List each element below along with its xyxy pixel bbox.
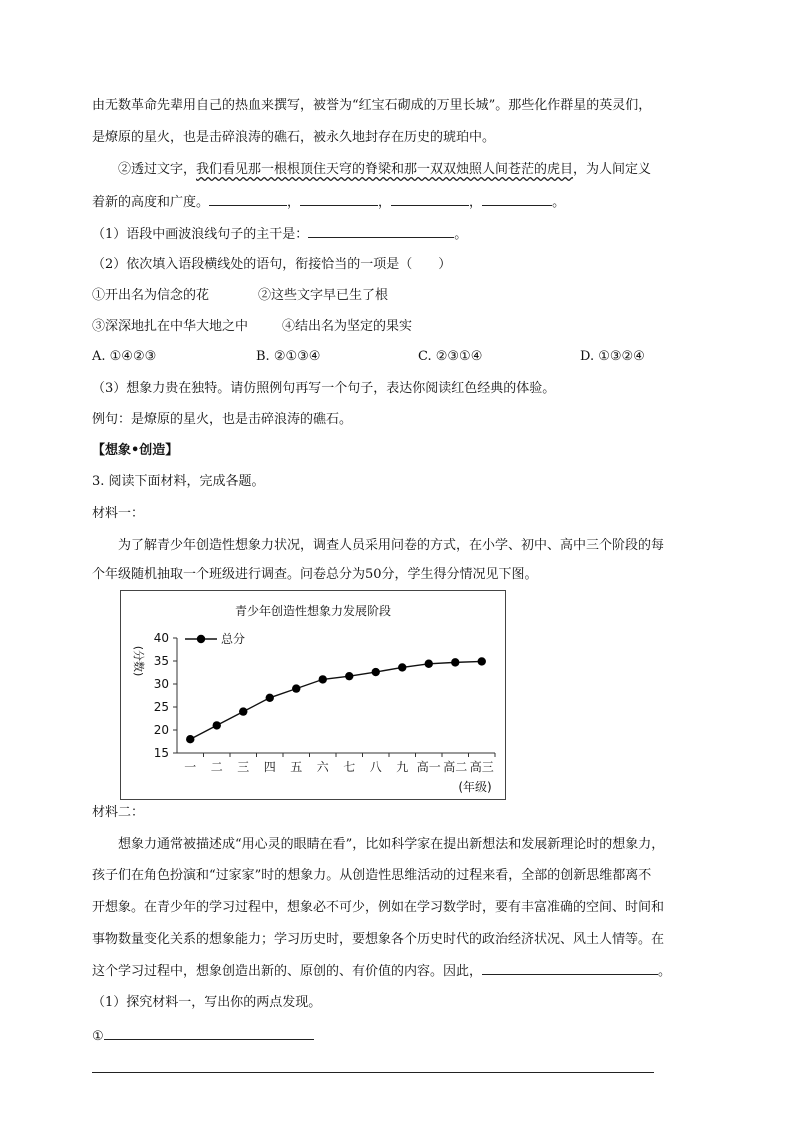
separator: 。 xyxy=(552,195,566,210)
material-line: 开想象。在青少年的学习过程中，想象必不可少，例如在学习数学时，要有丰富准确的空间、时间和 xyxy=(92,900,665,915)
x-tick-label: 七 xyxy=(343,760,356,774)
y-tick-label: 15 xyxy=(153,746,169,760)
material-label: 材料一： xyxy=(92,506,145,521)
data-point xyxy=(478,657,486,665)
separator: ， xyxy=(469,195,483,210)
y-tick-label: 35 xyxy=(153,654,169,668)
passage-line xyxy=(118,161,651,179)
question-1 xyxy=(92,225,467,244)
x-tick-label: 高三 xyxy=(469,760,494,774)
statement-item: ①开出名为信念的花 xyxy=(92,288,210,303)
x-tick-label: 八 xyxy=(369,760,382,774)
material-line: 孩子们在角色扮演和“过家家”时的想象力。从创造性思维活动的过程来看，全部的创新思维都离不 xyxy=(92,868,652,883)
y-tick-label: 40 xyxy=(153,631,169,645)
y-axis-label: (分数) xyxy=(132,645,145,677)
question-2: （2）依次填入语段横线处的语句，衔接恰当的一项是（ ） xyxy=(92,257,452,272)
answer-label: ① xyxy=(92,1029,104,1044)
passage-text: 着新的高度和广度。 xyxy=(92,195,210,210)
x-tick-label: 五 xyxy=(290,760,303,774)
answer-line xyxy=(92,1027,314,1046)
x-tick-label: 六 xyxy=(316,760,329,774)
option-c[interactable]: C. ②③①④ xyxy=(418,349,483,364)
question-intro: 3. 阅读下面材料，完成各题。 xyxy=(92,474,265,489)
data-point xyxy=(425,660,433,668)
separator: ， xyxy=(287,195,301,210)
y-tick-label: 25 xyxy=(153,700,169,714)
passage-line: 由无数革命先辈用自己的热血来撰写，被誉为“红宝石砌成的万里长城”。那些化作群星的英灵们， xyxy=(92,98,652,113)
data-point xyxy=(239,707,247,715)
answer-blank[interactable] xyxy=(308,225,454,238)
fill-blank[interactable] xyxy=(300,193,378,206)
x-tick-label: 高二 xyxy=(443,760,468,774)
answer-rule[interactable] xyxy=(92,1072,654,1073)
x-tick-label: 一 xyxy=(184,760,197,774)
x-tick-label: 九 xyxy=(396,760,409,774)
data-point xyxy=(345,672,353,680)
material-line: 为了解青少年创造性想象力状况，调查人员采用问卷的方式，在小学、初中、高中三个阶段的每 xyxy=(118,538,665,553)
question-3: （3）想象力贵在独特。请仿照例句再写一个句子，表达你阅读红色经典的体验。 xyxy=(92,381,556,396)
data-point xyxy=(451,658,459,666)
fill-blank[interactable] xyxy=(482,193,552,206)
series-line-total xyxy=(190,661,482,739)
section-title: 【想象•创造】 xyxy=(92,443,179,458)
x-tick-label: 三 xyxy=(237,760,250,774)
data-point xyxy=(398,663,406,671)
legend-label: 总分 xyxy=(221,632,246,646)
answer-blank[interactable] xyxy=(482,962,658,975)
data-point xyxy=(292,684,300,692)
fill-blank[interactable] xyxy=(391,193,469,206)
chart-canvas xyxy=(121,591,505,799)
statement-item: ②这些文字早已生了根 xyxy=(258,288,389,303)
data-point xyxy=(266,694,274,702)
material-line: 事物数量变化关系的想象能力；学习历史时，要想象各个历史时代的政治经济状况、风土人情等。在 xyxy=(92,932,665,947)
material-label: 材料二： xyxy=(92,805,145,820)
material-line: 个年级随机抽取一个班级进行调查。问卷总分为50分，学生得分情况见下图。 xyxy=(92,567,538,582)
chart-title: 青少年创造性想象力发展阶段 xyxy=(234,604,392,618)
passage-text: ②透过文字， xyxy=(118,162,197,177)
passage-text: ，为人间定义 xyxy=(573,162,652,177)
y-tick-label: 20 xyxy=(153,723,169,737)
example-sentence: 例句：是燎原的星火，也是击碎浪涛的礁石。 xyxy=(92,412,353,427)
wavy-underlined-sentence: 我们看见那一根根顶住天穹的脊梁和那一双双烛照人间苍茫的虎目 xyxy=(196,162,574,177)
material-text: 这个学习过程中，想象创造出新的、原创的、有价值的内容。因此， xyxy=(92,964,483,979)
data-point xyxy=(319,675,327,683)
y-tick-label: 30 xyxy=(153,677,169,691)
legend-marker xyxy=(197,635,205,643)
data-point xyxy=(213,721,221,729)
material-line: 想象力通常被描述成“用心灵的眼睛在看”，比如科学家在提出新想法和发展新理论时的想象力， xyxy=(118,837,665,852)
option-d[interactable]: D. ①③②④ xyxy=(580,349,645,364)
fill-blank[interactable] xyxy=(209,193,287,206)
option-b[interactable]: B. ②①③④ xyxy=(256,349,321,364)
material-line xyxy=(92,962,671,981)
separator: ， xyxy=(378,195,392,210)
separator: 。 xyxy=(454,227,468,242)
answer-blank[interactable] xyxy=(104,1027,314,1040)
x-axis-label: (年级) xyxy=(458,780,492,794)
option-a[interactable]: A. ①④②③ xyxy=(92,349,157,364)
data-point xyxy=(372,668,380,676)
separator: 。 xyxy=(658,964,672,979)
question-text: （1）语段中画波浪线句子的主干是： xyxy=(92,227,309,242)
statement-item: ③深深地扎在中华大地之中 xyxy=(92,319,249,334)
statement-item: ④结出名为坚定的果实 xyxy=(282,319,413,334)
passage-line xyxy=(92,193,565,212)
line-chart xyxy=(120,590,506,800)
x-tick-label: 二 xyxy=(210,760,223,774)
passage-line: 是燎原的星火，也是击碎浪涛的礁石，被永久地封存在历史的琥珀中。 xyxy=(92,130,496,145)
sub-question-1: （1）探究材料一，写出你的两点发现。 xyxy=(92,995,322,1010)
x-tick-label: 高一 xyxy=(416,760,441,774)
x-tick-label: 四 xyxy=(263,760,276,774)
data-point xyxy=(186,735,194,743)
